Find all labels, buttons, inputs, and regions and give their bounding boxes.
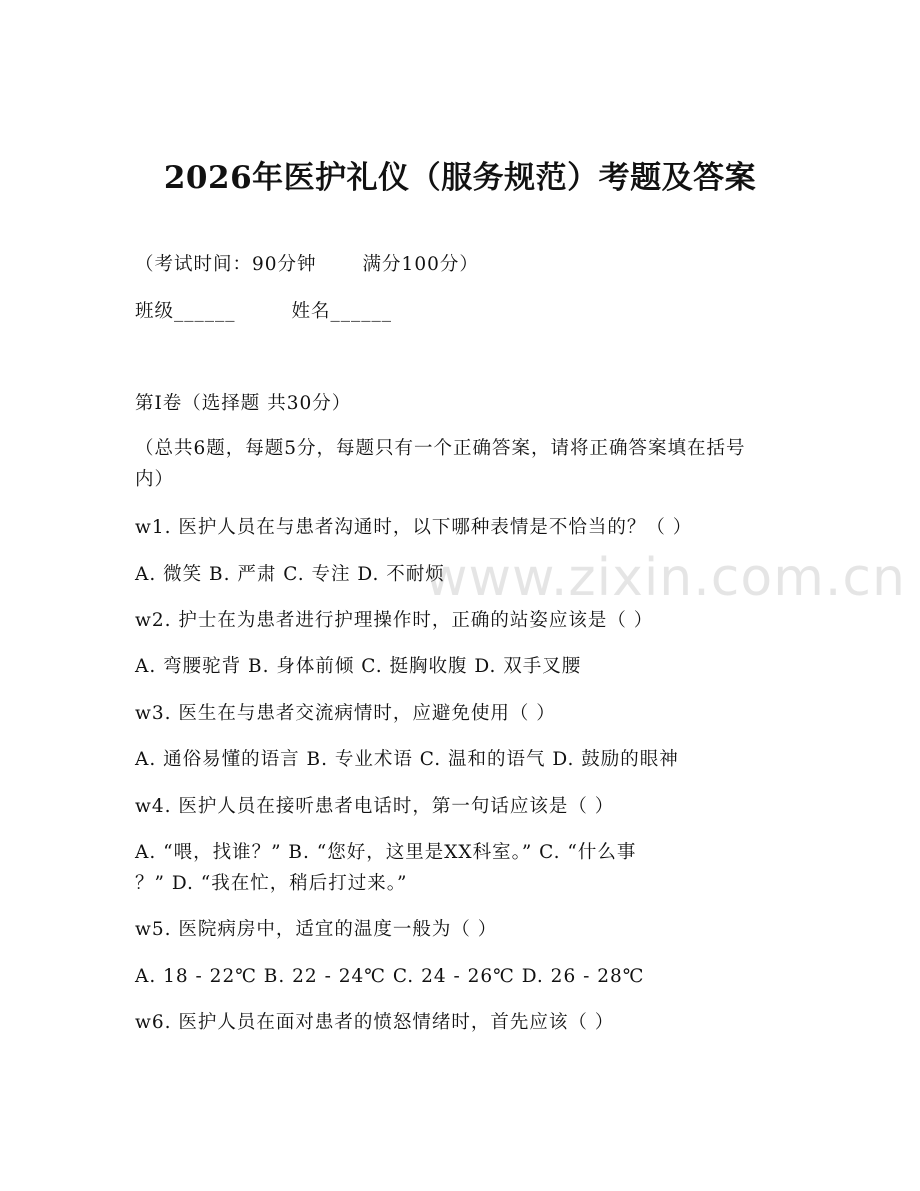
class-field: 班级______ [135,301,236,322]
question-options: A. 弯腰驼背 B. 身体前倾 C. 挺胸收腹 D. 双手叉腰 [135,656,582,677]
question-options: ？” D. “我在忙，稍后打过来。” [135,873,408,894]
exam-time: （考试时间：90分钟 [135,254,317,275]
question-stem: w1. 医护人员在与患者沟通时，以下哪种表情是不恰当的？（ ） [135,517,693,538]
question-options: A. “喂，找谁？” B. “您好，这里是XX科室。” C. “什么事 [135,842,637,863]
question-stem: w4. 医护人员在接听患者电话时，第一句话应该是（ ） [135,796,615,817]
watermark: www.zixin.com.cn [425,548,906,608]
question-options: A. 18 - 22℃ B. 22 - 24℃ C. 24 - 26℃ D. 26 - 28℃ [135,966,645,987]
question-options: A. 通俗易懂的语言 B. 专业术语 C. 温和的语气 D. 鼓励的眼神 [135,749,679,770]
question-options: A. 微笑 B. 严肃 C. 专注 D. 不耐烦 [135,564,445,585]
page-title: 2026年医护礼仪（服务规范）考题及答案 [163,160,757,196]
section-heading: 第Ⅰ卷（选择题 共30分） [135,393,352,414]
exam-info-line [135,252,775,278]
question-stem: w3. 医生在与患者交流病情时，应避免使用（ ） [135,703,556,724]
name-field: 姓名______ [291,301,393,322]
question-stem: w2. 护士在为患者进行护理操作时，正确的站姿应该是（ ） [135,610,654,631]
student-info-line [135,299,775,325]
question-stem: w6. 医护人员在面对患者的愤怒情绪时，首先应该（ ） [135,1012,615,1033]
section-instructions: （总共6题，每题5分，每题只有一个正确答案，请将正确答案填在括号内） [135,438,746,490]
exam-score: 满分100分） [362,254,479,275]
question-stem: w5. 医院病房中，适宜的温度一般为（ ） [135,919,498,940]
